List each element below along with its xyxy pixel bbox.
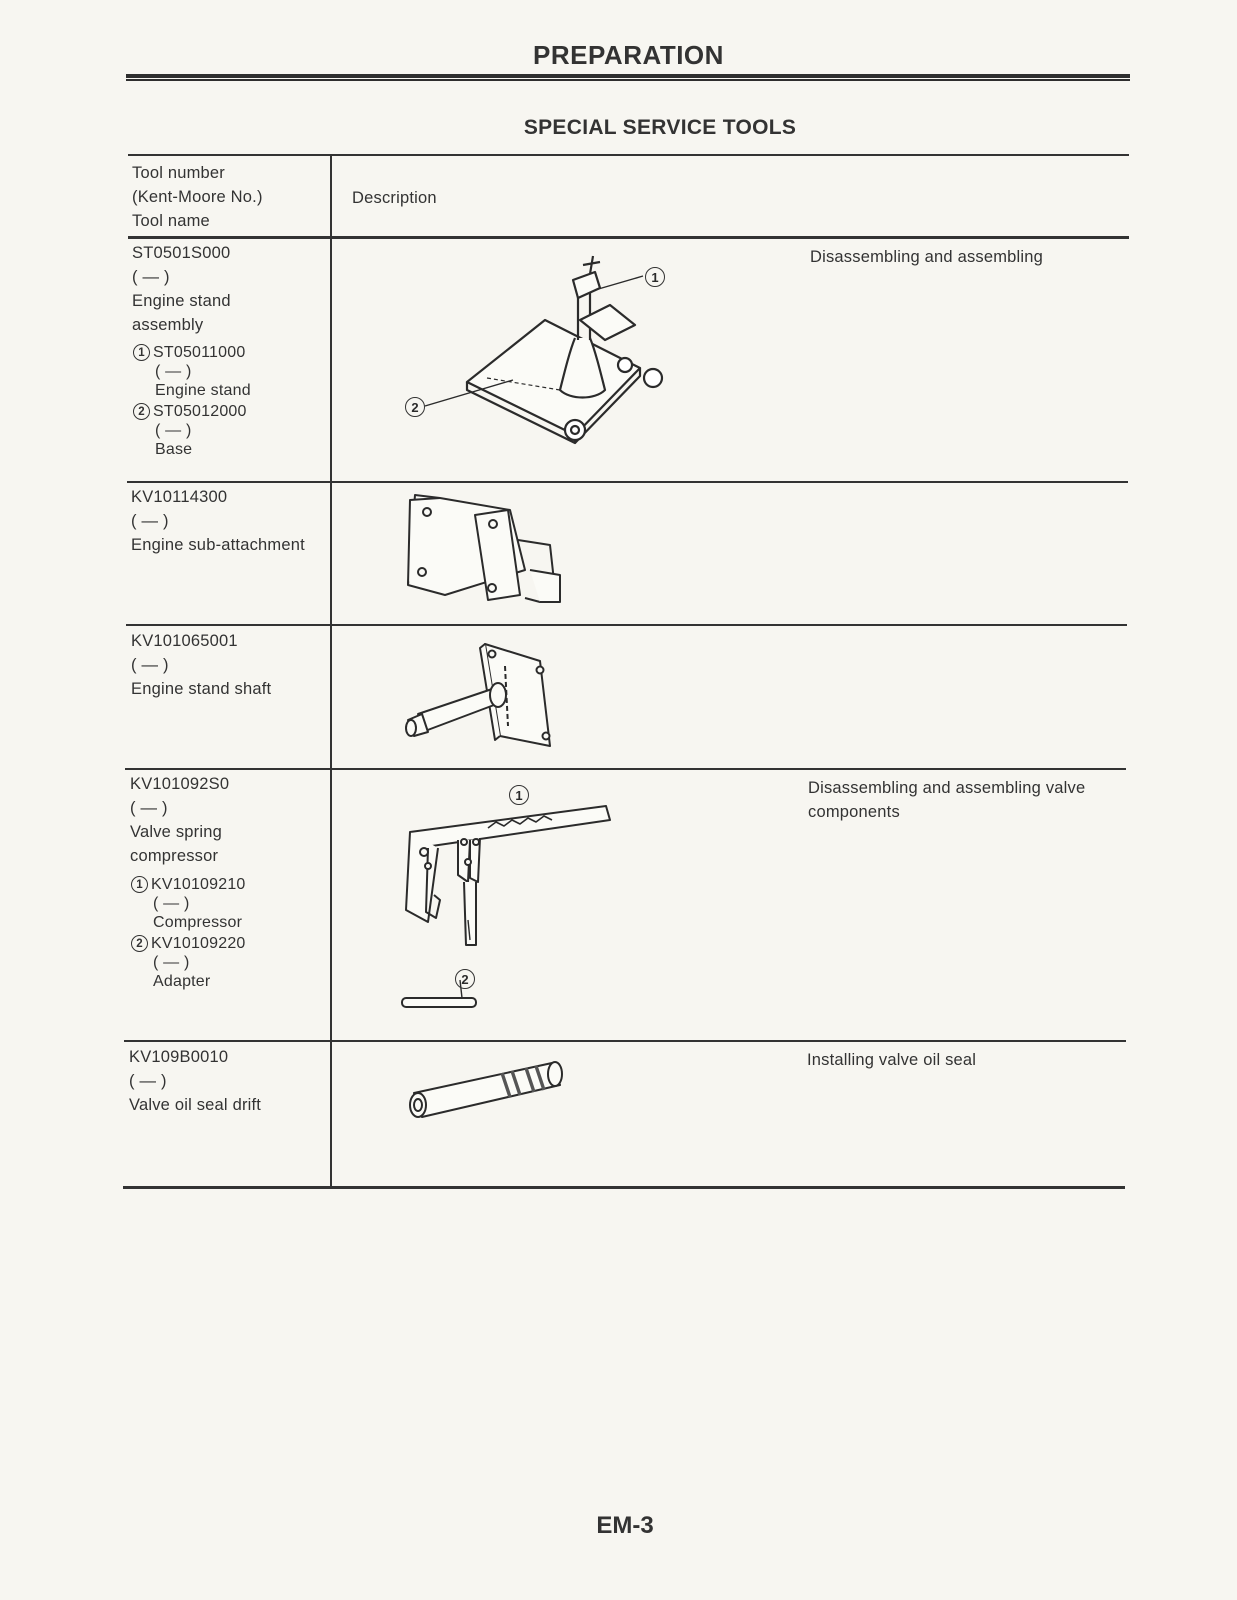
part-number: KV10109210 xyxy=(151,876,246,893)
header-tool-number xyxy=(132,161,263,233)
tool-description xyxy=(808,776,1085,824)
part-kent-moore: ( — ) xyxy=(155,422,192,439)
page-title: PREPARATION xyxy=(533,40,724,70)
part-number: ST05012000 xyxy=(153,403,247,420)
column-divider xyxy=(330,154,332,1188)
callout-mark-2: 2 xyxy=(455,969,475,989)
table-bottom-rule xyxy=(123,1186,1125,1189)
tool-number: KV101092S0 xyxy=(130,775,230,793)
tool-description: Disassembling and assembling xyxy=(810,248,1044,266)
part-name: Adapter xyxy=(153,973,211,990)
part-name: Compressor xyxy=(153,914,243,931)
header-line: Tool name xyxy=(132,212,210,230)
title-rule xyxy=(126,74,1130,78)
tool-name: Engine stand shaft xyxy=(131,680,272,698)
tool-number: KV10114300 xyxy=(131,488,228,506)
callout-mark-1: 1 xyxy=(509,785,529,805)
row-divider xyxy=(126,624,1127,626)
tool-name: Valve oil seal drift xyxy=(129,1096,262,1114)
callout-mark-2: 2 xyxy=(405,397,425,417)
valve-spring-compressor-illustration xyxy=(398,800,618,1020)
part-item xyxy=(133,343,251,400)
part-item xyxy=(131,934,246,991)
tool-name: Engine stand xyxy=(132,292,231,310)
part-kent-moore: ( — ) xyxy=(153,895,190,912)
tool-cell xyxy=(131,629,271,701)
page-number: EM-3 xyxy=(596,1512,654,1539)
tool-name: Valve spring xyxy=(130,823,222,841)
header-bottom-rule xyxy=(128,236,1129,239)
kent-moore-number: ( — ) xyxy=(131,512,169,530)
kent-moore-number: ( — ) xyxy=(132,268,170,286)
row-divider xyxy=(127,481,1128,483)
tool-description: Installing valve oil seal xyxy=(807,1051,977,1069)
tool-number: KV101065001 xyxy=(131,632,238,650)
header-line: Tool number xyxy=(132,164,225,182)
table-top-rule xyxy=(128,154,1129,156)
part-name: Base xyxy=(155,441,193,458)
callout-mark: 2 xyxy=(133,403,150,420)
callout-mark-1: 1 xyxy=(645,267,665,287)
tool-name: compressor xyxy=(130,847,219,865)
kent-moore-number: ( — ) xyxy=(131,656,169,674)
engine-stand-shaft-illustration xyxy=(400,636,560,754)
kent-moore-number: ( — ) xyxy=(130,799,168,817)
tool-name: Engine sub-attachment xyxy=(131,536,305,554)
part-name: Engine stand xyxy=(155,382,251,399)
part-item xyxy=(133,402,247,459)
part-kent-moore: ( — ) xyxy=(153,954,190,971)
engine-sub-attachment-illustration xyxy=(400,490,575,610)
part-item xyxy=(131,875,246,932)
header-description: Description xyxy=(352,189,437,207)
callout-mark: 1 xyxy=(133,344,150,361)
kent-moore-number: ( — ) xyxy=(129,1072,167,1090)
row-divider xyxy=(125,768,1126,770)
title-rule-thin xyxy=(126,79,1130,81)
valve-oil-seal-drift-illustration xyxy=(402,1055,567,1123)
description-line: Disassembling and assembling valve xyxy=(808,779,1086,797)
tool-number: ST0501S000 xyxy=(132,244,231,262)
section-title: SPECIAL SERVICE TOOLS xyxy=(523,116,797,139)
callout-mark: 2 xyxy=(131,935,148,952)
callout-mark: 1 xyxy=(131,876,148,893)
tool-cell xyxy=(131,485,305,557)
part-number: ST05011000 xyxy=(153,344,246,361)
tool-cell xyxy=(129,1045,261,1117)
part-number: KV10109220 xyxy=(151,935,246,952)
tool-number: KV109B0010 xyxy=(129,1048,229,1066)
tool-cell xyxy=(130,772,229,868)
tool-cell xyxy=(132,241,231,337)
part-kent-moore: ( — ) xyxy=(155,363,192,380)
engine-stand-assembly-illustration xyxy=(395,250,685,455)
row-divider xyxy=(124,1040,1126,1042)
description-line: components xyxy=(808,803,900,821)
tool-name: assembly xyxy=(132,316,204,334)
header-line: (Kent-Moore No.) xyxy=(132,188,263,206)
